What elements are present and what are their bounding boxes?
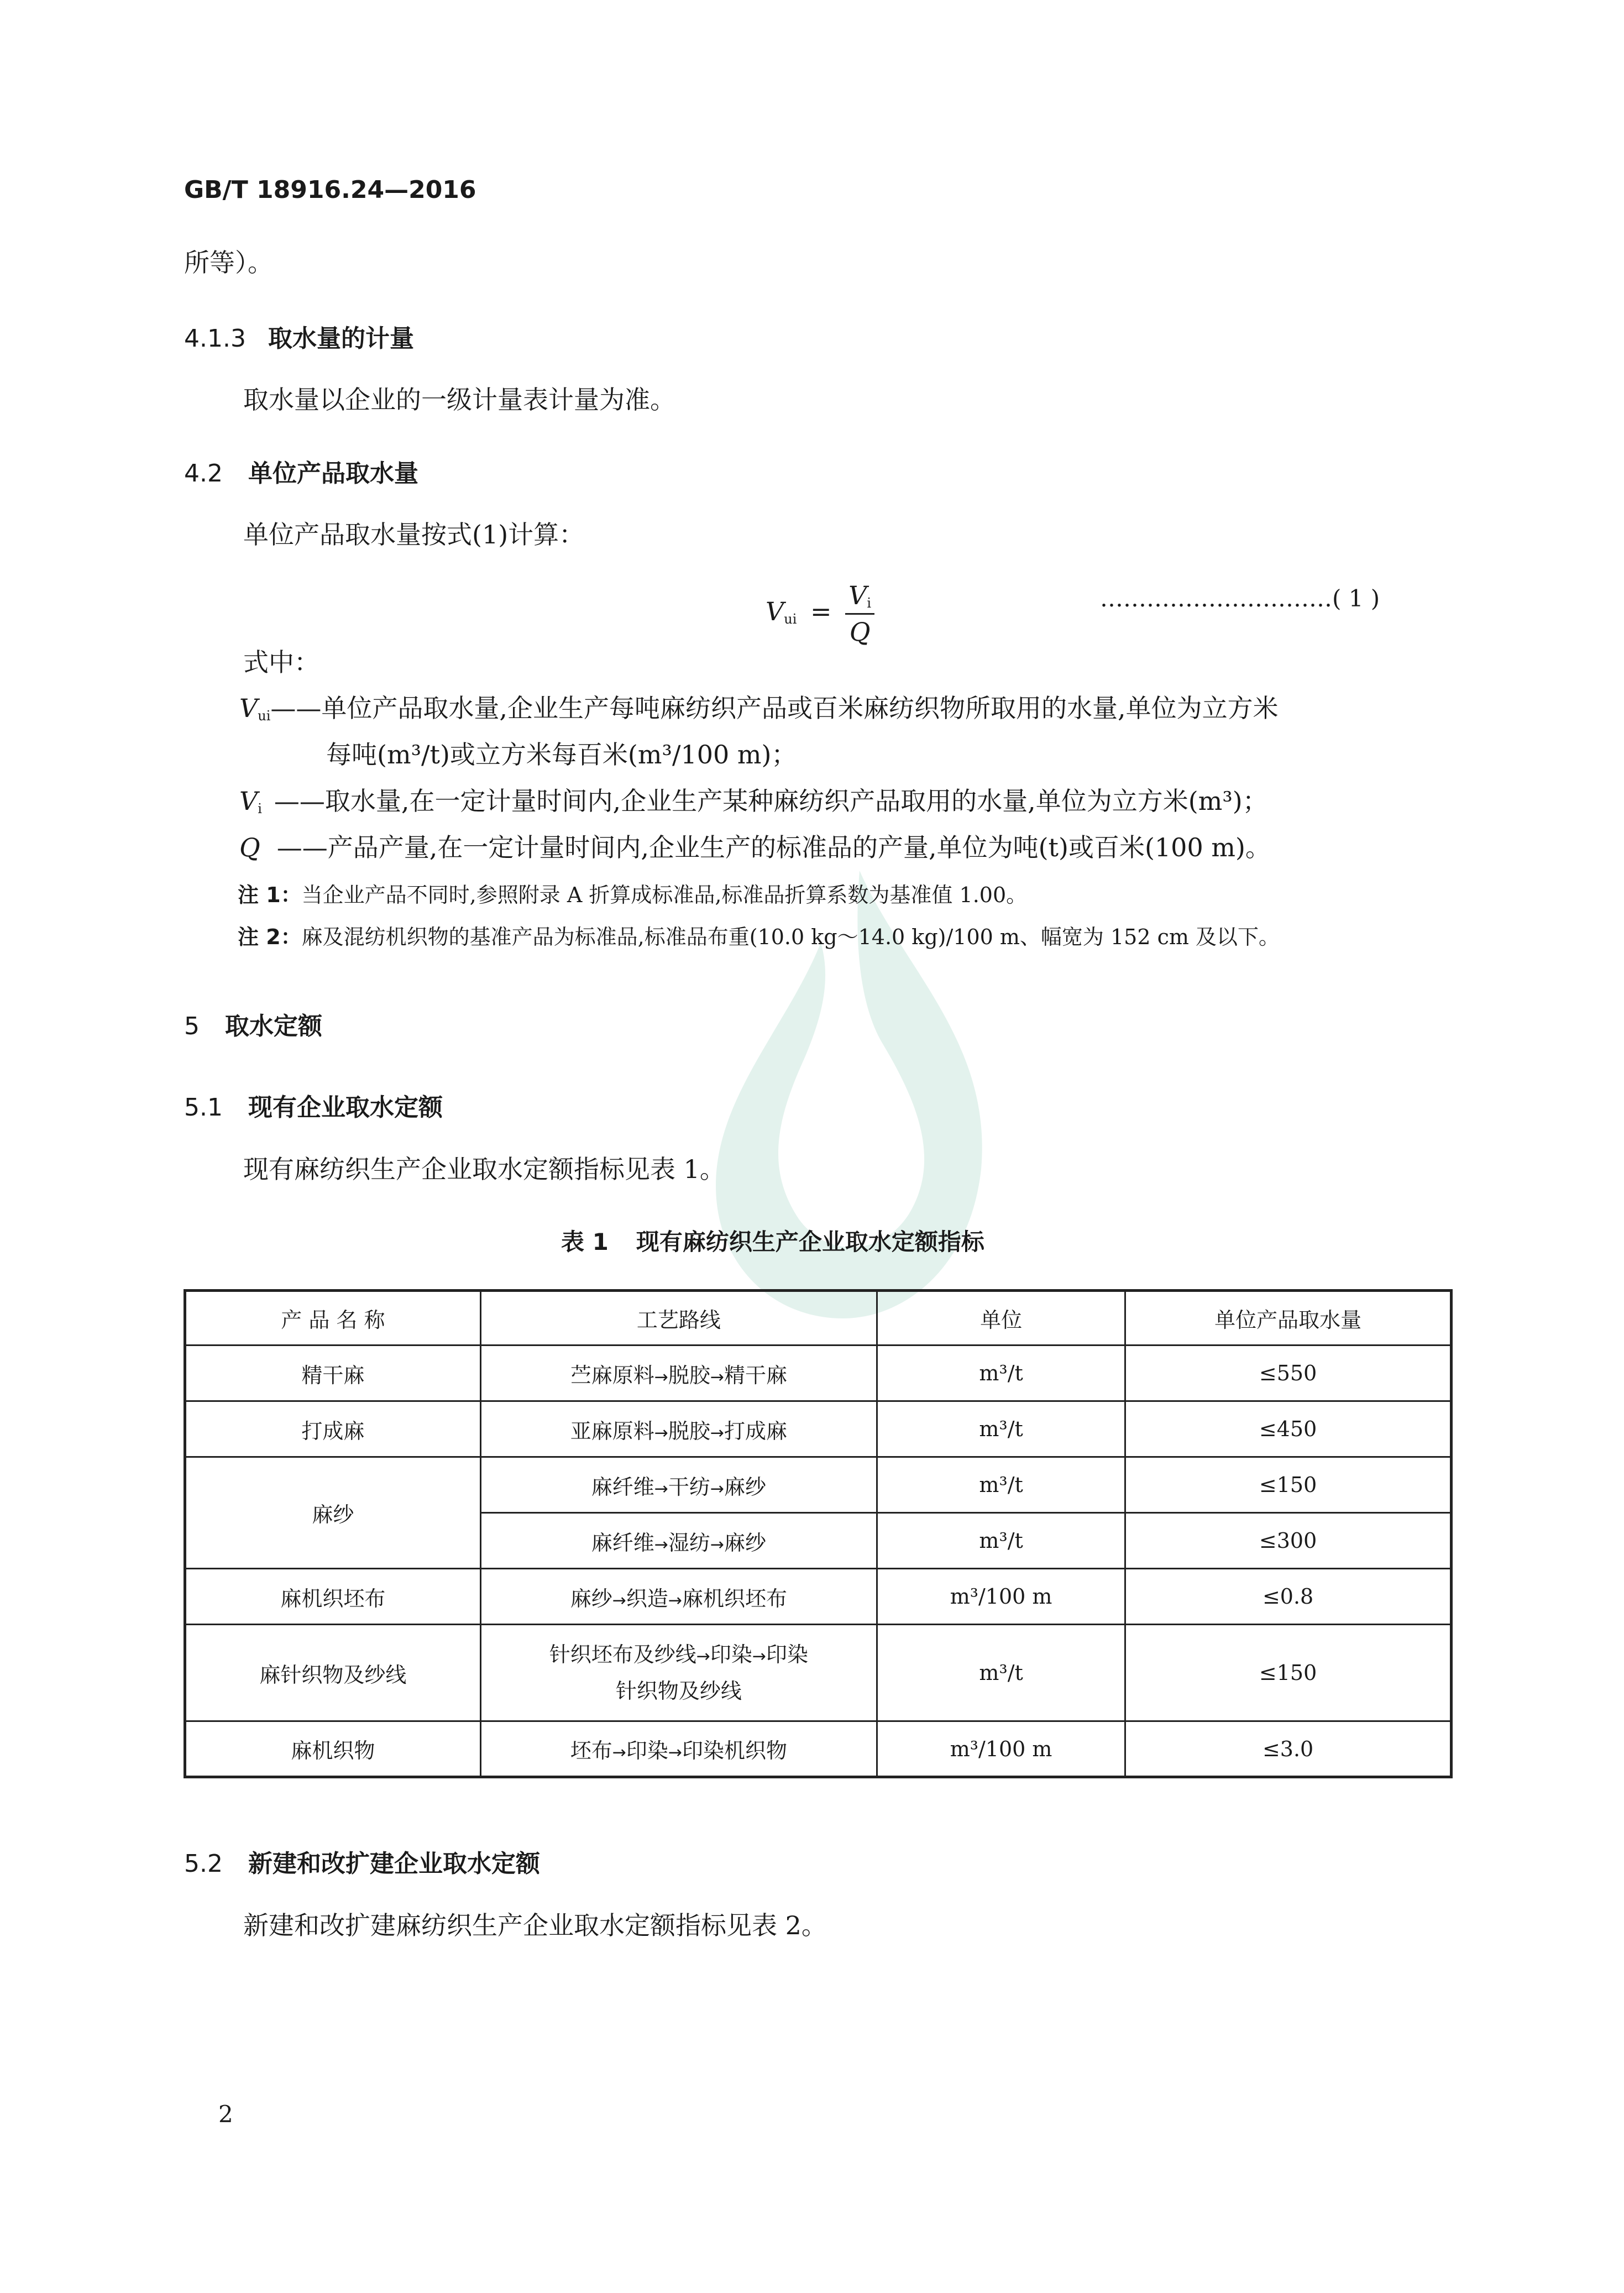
formula-lhs-sub: ui bbox=[784, 611, 797, 627]
arrow-icon: → bbox=[612, 1743, 626, 1762]
arrow-icon: → bbox=[668, 1590, 683, 1610]
formula-numerator: V bbox=[848, 580, 867, 610]
section-4-2-heading bbox=[184, 453, 418, 489]
product-cell: 麻纱 bbox=[185, 1457, 481, 1569]
definition-text: 单位产品取水量,企业生产每吨麻纺织产品或百米麻纺织物所取用的水量,单位为立方米 bbox=[321, 693, 1279, 723]
table-header-cell: 工艺路线 bbox=[480, 1291, 877, 1346]
table-caption-title: 现有麻纺织生产企业取水定额指标 bbox=[636, 1228, 984, 1255]
section-title: 取水定额 bbox=[225, 1012, 322, 1040]
arrow-icon: → bbox=[612, 1590, 626, 1610]
unit-cell: m³/100 m bbox=[877, 1721, 1125, 1777]
unit-cell: m³/100 m bbox=[877, 1569, 1125, 1625]
formula-equals: = bbox=[810, 596, 832, 626]
section-title: 单位产品取水量 bbox=[248, 459, 418, 488]
route-cell: 麻纤维→湿纺→麻纱 bbox=[480, 1513, 877, 1569]
table-1-caption bbox=[561, 1224, 984, 1257]
table-row bbox=[185, 1457, 1452, 1513]
arrow-icon: → bbox=[654, 1535, 668, 1554]
section-title: 取水量的计量 bbox=[268, 324, 414, 353]
unit-cell: m³/t bbox=[877, 1401, 1125, 1457]
route-cell: 麻纱→织造→麻机织坯布 bbox=[480, 1569, 877, 1625]
formula-intro: 单位产品取水量按式(1)计算： bbox=[243, 520, 585, 549]
where-label: 式中： bbox=[243, 647, 319, 677]
section-5-1-text: 现有麻纺织生产企业取水定额指标见表 1。 bbox=[243, 1154, 725, 1184]
arrow-icon: → bbox=[710, 1423, 725, 1443]
product-cell: 精干麻 bbox=[185, 1346, 481, 1401]
definition-dash: —— bbox=[276, 833, 328, 862]
section-title: 现有企业取水定额 bbox=[248, 1093, 443, 1122]
standard-code: GB/T 18916.24—2016 bbox=[184, 176, 476, 204]
section-number: 4.1.3 bbox=[184, 324, 246, 353]
formula-denominator: Q bbox=[849, 617, 871, 647]
formula-lhs: V bbox=[766, 596, 784, 626]
table-row bbox=[185, 1346, 1452, 1401]
table-row bbox=[185, 1569, 1452, 1625]
section-5-2-text: 新建和改扩建麻纺织生产企业取水定额指标见表 2。 bbox=[243, 1910, 827, 1940]
value-cell: ≤3.0 bbox=[1125, 1721, 1452, 1777]
unit-cell: m³/t bbox=[877, 1625, 1125, 1721]
table-header-row bbox=[185, 1291, 1452, 1346]
definition-symbol: V bbox=[239, 693, 258, 723]
route-cell: 亚麻原料→脱胶→打成麻 bbox=[480, 1401, 877, 1457]
table-row bbox=[185, 1401, 1452, 1457]
section-number: 5.2 bbox=[184, 1850, 223, 1878]
formula-number-label: ( 1 ) bbox=[1332, 585, 1380, 612]
product-cell: 麻机织物 bbox=[185, 1721, 481, 1777]
definition-vui-cont: 每吨(m³/t)或立方米每百米(m³/100 m)； bbox=[326, 740, 797, 769]
section-5-heading bbox=[184, 1006, 322, 1041]
arrow-icon: → bbox=[654, 1367, 668, 1387]
continuation-text: 所等）。 bbox=[184, 248, 273, 278]
table-header-cell: 单位 bbox=[877, 1291, 1125, 1346]
table-row bbox=[185, 1625, 1452, 1721]
arrow-icon: → bbox=[752, 1646, 767, 1666]
definition-symbol-sub: i bbox=[258, 801, 262, 816]
definition-symbol-sub: ui bbox=[258, 708, 271, 724]
formula-1 bbox=[766, 580, 874, 647]
section-number: 4.2 bbox=[184, 459, 223, 488]
definition-vui bbox=[239, 695, 1279, 723]
unit-cell: m³/t bbox=[877, 1513, 1125, 1569]
value-cell: ≤0.8 bbox=[1125, 1569, 1452, 1625]
section-number: 5.1 bbox=[184, 1093, 223, 1122]
table-header-cell: 产 品 名 称 bbox=[185, 1291, 481, 1346]
note-2 bbox=[238, 920, 1280, 950]
value-cell: ≤300 bbox=[1125, 1513, 1452, 1569]
unit-cell: m³/t bbox=[877, 1457, 1125, 1513]
arrow-icon: → bbox=[696, 1646, 710, 1666]
arrow-icon: → bbox=[654, 1479, 668, 1499]
note-text: 麻及混纺机织物的基准产品为标准品,标准品布重(10.0 kg～14.0 kg)/100 m、幅宽为 152 cm 及以下。 bbox=[301, 925, 1280, 949]
section-4-1-3-text: 取水量以企业的一级计量表计量为准。 bbox=[243, 385, 675, 415]
section-number: 5 bbox=[184, 1012, 200, 1040]
route-cell: 麻纤维→干纺→麻纱 bbox=[480, 1457, 877, 1513]
value-cell: ≤150 bbox=[1125, 1625, 1452, 1721]
route-cell: 针织坯布及纱线→印染→印染 针织物及纱线 bbox=[480, 1625, 877, 1721]
arrow-icon: → bbox=[654, 1423, 668, 1443]
value-cell: ≤450 bbox=[1125, 1401, 1452, 1457]
definition-symbol: Q bbox=[239, 833, 260, 862]
route-cell: 坯布→印染→印染机织物 bbox=[480, 1721, 877, 1777]
arrow-icon: → bbox=[710, 1535, 725, 1554]
formula-numerator-sub: i bbox=[867, 595, 872, 611]
section-5-2-heading bbox=[184, 1844, 540, 1879]
value-cell: ≤550 bbox=[1125, 1346, 1452, 1401]
arrow-icon: → bbox=[710, 1367, 725, 1387]
arrow-icon: → bbox=[668, 1743, 683, 1762]
table-row bbox=[185, 1721, 1452, 1777]
arrow-icon: → bbox=[710, 1479, 725, 1499]
definition-symbol: V bbox=[239, 786, 258, 816]
product-cell: 麻针织物及纱线 bbox=[185, 1625, 481, 1721]
product-cell: 打成麻 bbox=[185, 1401, 481, 1457]
route-cell: 苎麻原料→脱胶→精干麻 bbox=[480, 1346, 877, 1401]
unit-cell: m³/t bbox=[877, 1346, 1125, 1401]
definition-text: 产品产量,在一定计量时间内,企业生产的标准品的产量,单位为吨(t)或百米(100 m)。 bbox=[327, 833, 1271, 862]
definition-dash: —— bbox=[270, 693, 322, 723]
section-title: 新建和改扩建企业取水定额 bbox=[248, 1850, 540, 1878]
formula-number bbox=[1100, 585, 1380, 612]
note-label: 注 2： bbox=[238, 925, 302, 949]
definition-q bbox=[239, 835, 1271, 860]
section-5-1-heading bbox=[184, 1087, 443, 1123]
product-cell: 麻机织坯布 bbox=[185, 1569, 481, 1625]
definition-dash: —— bbox=[274, 786, 325, 816]
section-4-1-3-heading bbox=[184, 318, 414, 354]
definition-vi bbox=[239, 788, 1268, 815]
table-1 bbox=[184, 1289, 1453, 1778]
note-1 bbox=[238, 878, 1027, 908]
value-cell: ≤150 bbox=[1125, 1457, 1452, 1513]
note-label: 注 1： bbox=[238, 883, 302, 907]
table-caption-label: 表 1 bbox=[561, 1228, 609, 1255]
formula-fraction bbox=[845, 580, 874, 647]
formula-dots: ………………………… bbox=[1100, 585, 1332, 612]
note-text: 当企业产品不同时,参照附录 A 折算成标准品,标准品折算系数为基准值 1.00。 bbox=[301, 883, 1028, 907]
page-number: 2 bbox=[218, 2101, 233, 2128]
table-header-cell: 单位产品取水量 bbox=[1125, 1291, 1452, 1346]
definition-text: 取水量,在一定计量时间内,企业生产某种麻纺织产品取用的水量,单位为立方米(m³)； bbox=[324, 786, 1268, 816]
